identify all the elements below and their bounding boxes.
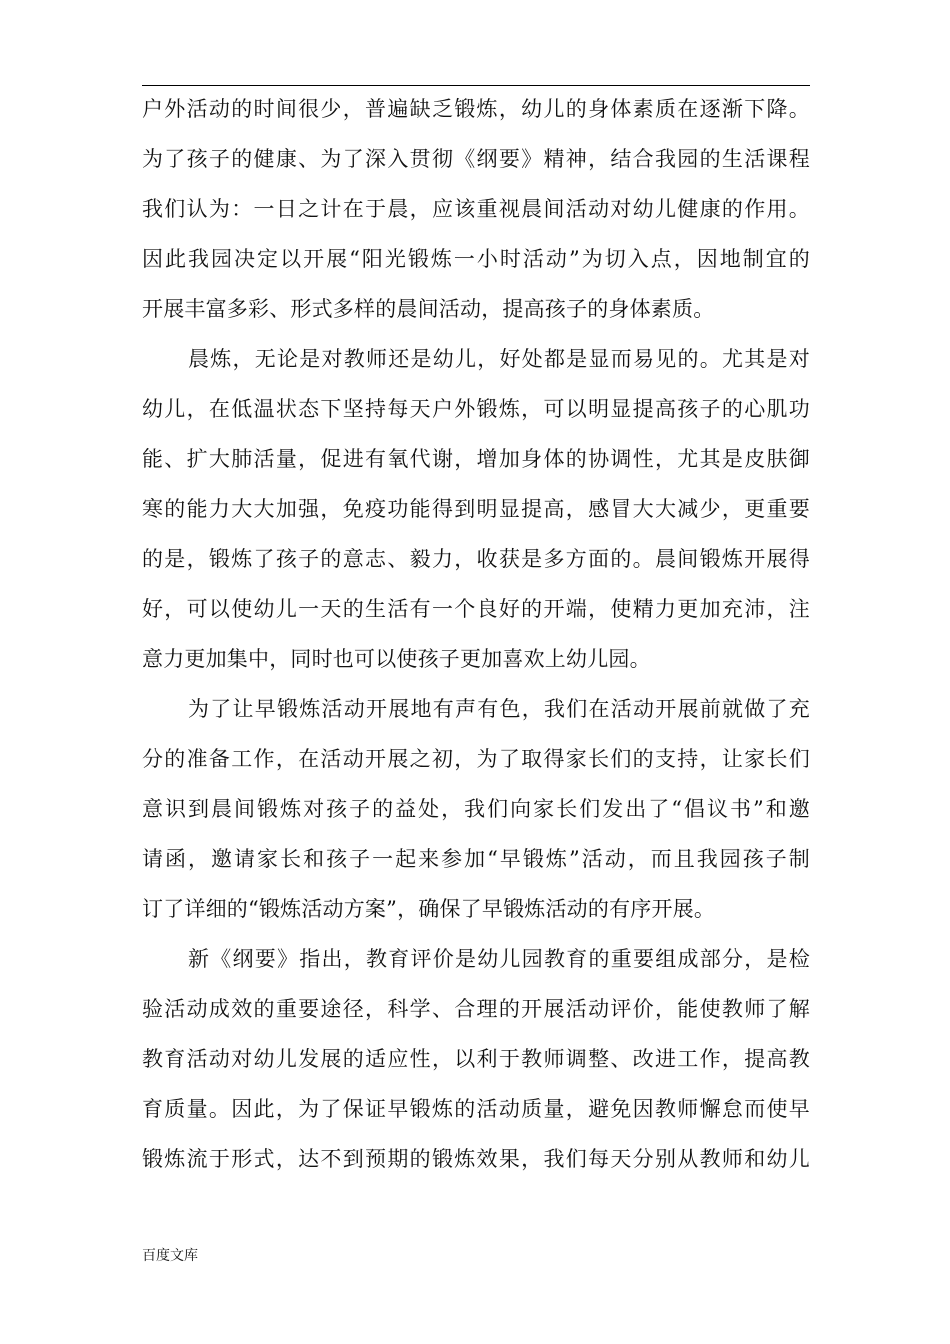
text-line: 好，可以使幼儿一天的生活有一个良好的开端，使精力更加充沛，注 [142, 597, 810, 621]
text-line: 意识到晨间锻炼对孩子的益处，我们向家长们发出了“倡议书”和邀 [142, 797, 810, 821]
text-line: 能、扩大肺活量，促进有氧代谢，增加身体的协调性，尤其是皮肤御 [142, 447, 810, 471]
text-line: 晨炼，无论是对教师还是幼儿，好处都是显而易见的。尤其是对 [188, 347, 810, 371]
text-line: 的是，锻炼了孩子的意志、毅力，收获是多方面的。晨间锻炼开展得 [142, 547, 810, 571]
text-line: 分的准备工作，在活动开展之初，为了取得家长们的支持，让家长们 [142, 747, 810, 771]
text-line: 验活动成效的重要途径，科学、合理的开展活动评价，能使教师了解 [142, 997, 810, 1021]
text-line: 新《纲要》指出，教育评价是幼儿园教育的重要组成部分，是检 [188, 947, 810, 971]
text-line: 育质量。因此，为了保证早锻炼的活动质量，避免因教师懈怠而使早 [142, 1097, 810, 1121]
text-line: 幼儿，在低温状态下坚持每天户外锻炼，可以明显提高孩子的心肌功 [142, 397, 810, 421]
text-line: 为了孩子的健康、为了深入贯彻《纲要》精神，结合我园的生活课程 [142, 147, 810, 171]
text-line: 为了让早锻炼活动开展地有声有色，我们在活动开展前就做了充 [188, 697, 810, 721]
text-line: 因此我园决定以开展“阳光锻炼一小时活动”为切入点，因地制宜的 [142, 247, 810, 271]
text-line: 意力更加集中，同时也可以使孩子更加喜欢上幼儿园。 [142, 647, 651, 671]
document-body [142, 84, 810, 1184]
text-line: 请函，邀请家长和孩子一起来参加“早锻炼”活动，而且我园孩子制 [142, 847, 810, 871]
text-line: 开展丰富多彩、形式多样的晨间活动，提高孩子的身体素质。 [142, 297, 715, 321]
footer-label: 百度文库 [142, 1248, 198, 1264]
text-line: 寒的能力大大加强，免疫功能得到明显提高，感冒大大减少，更重要 [142, 497, 810, 521]
text-line: 我们认为：一日之计在于晨，应该重视晨间活动对幼儿健康的作用。 [142, 197, 810, 221]
text-line: 教育活动对幼儿发展的适应性，以利于教师调整、改进工作，提高教 [142, 1047, 810, 1071]
text-line: 订了详细的“锻炼活动方案”，确保了早锻炼活动的有序开展。 [142, 897, 716, 921]
text-line: 户外活动的时间很少，普遍缺乏锻炼，幼儿的身体素质在逐渐下降。 [142, 97, 810, 121]
text-line: 锻炼流于形式，达不到预期的锻炼效果，我们每天分别从教师和幼儿 [142, 1147, 810, 1171]
